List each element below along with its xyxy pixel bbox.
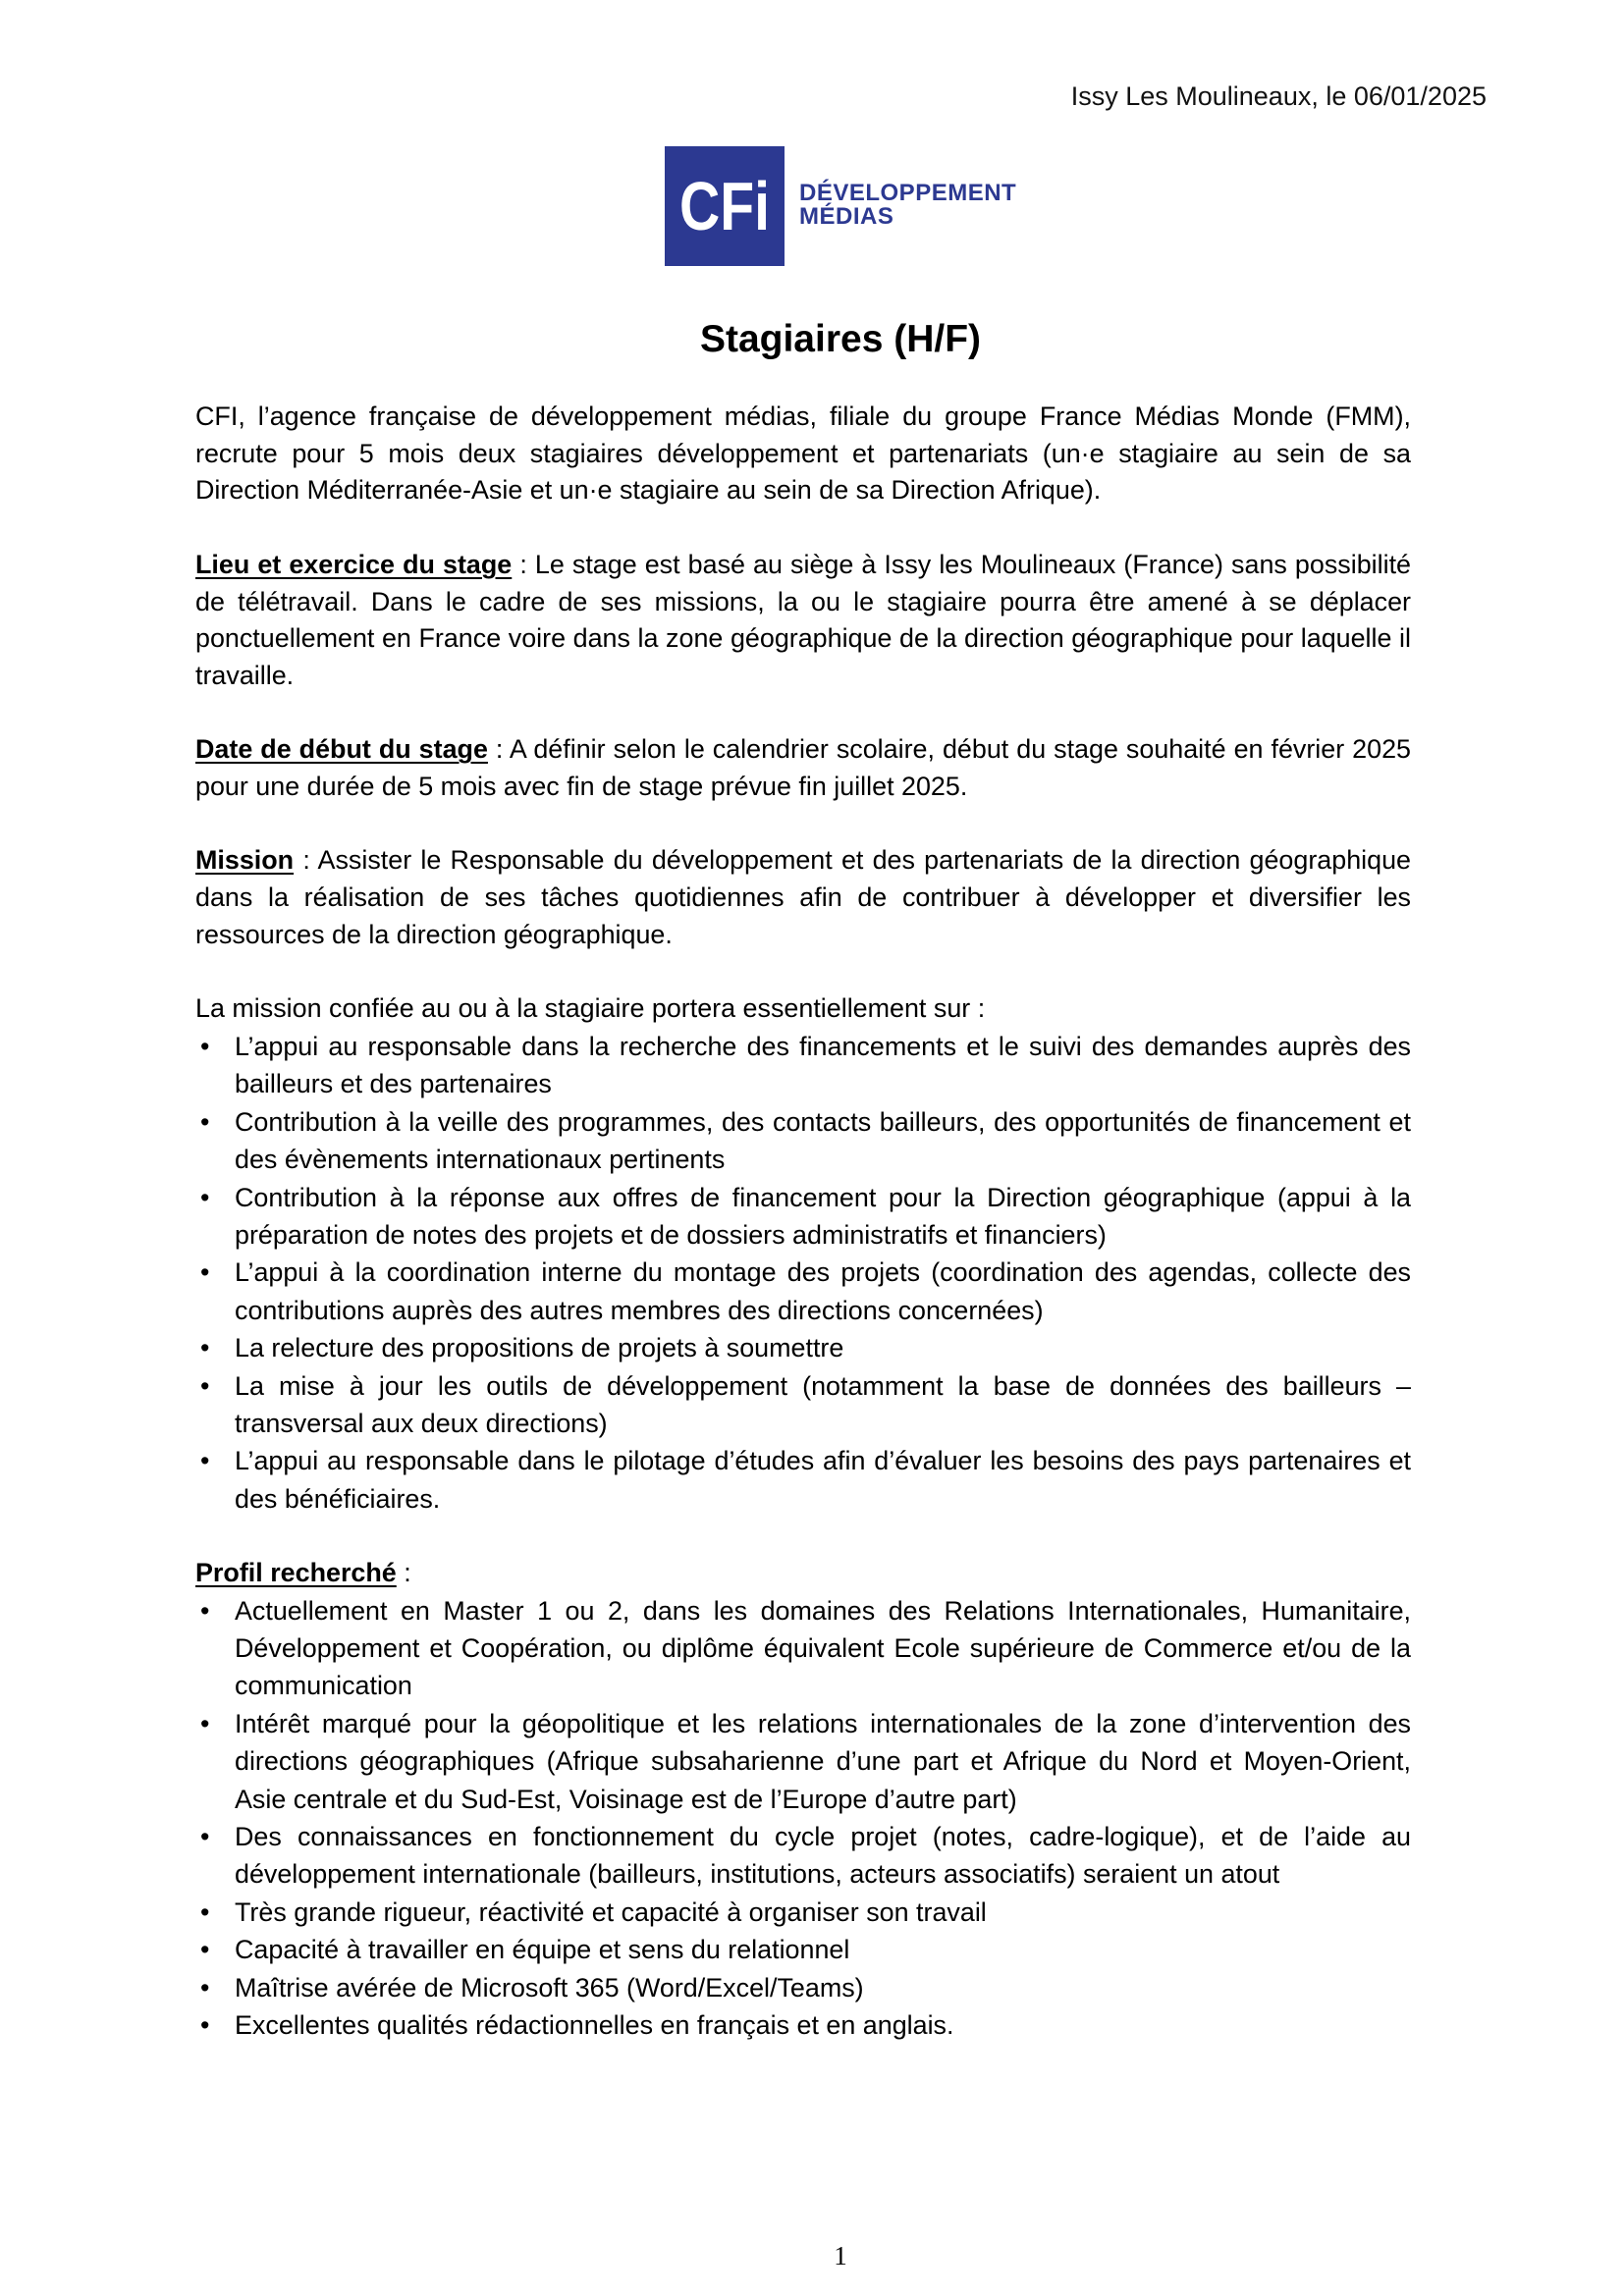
profile-label: Profil recherché: [195, 1557, 397, 1587]
cfi-logo: [665, 146, 1038, 266]
mission-text: : Assister le Responsable du développement et des partenariats de la direction géographique dans la réalisation de ses tâches quotidiennes afin de contribuer à développer et diversifier les ressources de la direction géographique.: [195, 845, 1411, 949]
logo-mark-square: [665, 146, 785, 266]
profile-colon: :: [404, 1557, 411, 1587]
list-item: • Très grande rigueur, réactivité et capacité à organiser son travail: [235, 1894, 1411, 1931]
profile-heading: [195, 1555, 1411, 1592]
list-item: • Contribution à la réponse aux offres de financement pour la Direction géographique (appui à la préparation de notes des projets et de dossiers administratifs et financiers): [235, 1179, 1411, 1255]
document-body: [195, 399, 1411, 2044]
page-title: Stagiaires (H/F): [699, 318, 982, 360]
logo-mark-icon: [665, 146, 785, 266]
mission-label: Mission: [195, 845, 295, 876]
list-item: • Maîtrise avérée de Microsoft 365 (Word/Excel/Teams): [235, 1969, 1411, 2006]
logo-tagline-line2: MÉDIAS: [799, 203, 894, 230]
start-date-text: : A définir selon le calendrier scolaire, début du stage souhaité en février 2025 pour une durée de 5 mois avec fin de stage prévue fin juillet 2025.: [195, 734, 1411, 801]
logo-tagline-line1: DÉVELOPPEMENT: [799, 180, 1017, 206]
profile-requirement-list: [195, 1592, 1411, 2045]
list-item: • Intérêt marqué pour la géopolitique et les relations internationales de la zone d’intervention des directions géographiques (Afrique subsaharienne d’une part et Afrique du Nord et Moyen-Orient, Asie centrale et du Sud-Est, Voisinage est de l’Europe d’autre part): [235, 1705, 1411, 1818]
list-item: • Excellentes qualités rédactionnelles en français et en anglais.: [235, 2006, 1411, 2044]
location-paragraph: [195, 547, 1411, 695]
logo-tagline: [799, 182, 1016, 229]
logo-mark-text: CFi: [679, 168, 770, 244]
place-date-line: Issy Les Moulineaux, le 06/01/2025: [1070, 81, 1487, 111]
list-item: • L’appui à la coordination interne du montage des projets (coordination des agendas, collecte des contributions auprès des autres membres des directions concernées): [235, 1254, 1411, 1329]
list-item: • L’appui au responsable dans la recherche des financements et le suivi des demandes auprès des bailleurs et des partenaires: [235, 1028, 1411, 1103]
list-item: • Des connaissances en fonctionnement du cycle projet (notes, cadre-logique), et de l’aide au développement internationale (bailleurs, institutions, acteurs associatifs) seraient un atout: [235, 1818, 1411, 1894]
intro-paragraph: CFI, l’agence française de développement médias, filiale du groupe France Médias Monde (FMM), recrute pour 5 mois deux stagiaires développement et partenariats (un·e stagiaire au sein de sa Direction Méditerranée-Asie et un·e stagiaire au sein de sa Direction Afrique).: [195, 401, 1411, 506]
mission-tasks-intro: La mission confiée au ou à la stagiaire portera essentiellement sur :: [195, 993, 986, 1024]
list-item: • Actuellement en Master 1 ou 2, dans les domaines des Relations Internationales, Humanitaire, Développement et Coopération, ou diplôme équivalent Ecole supérieure de Commerce et/ou de la communication: [235, 1592, 1411, 1705]
list-item: • Capacité à travailler en équipe et sens du relationnel: [235, 1931, 1411, 1968]
start-date-paragraph: [195, 731, 1411, 805]
mission-task-list: [195, 1028, 1411, 1518]
list-item: • Contribution à la veille des programmes, des contacts bailleurs, des opportunités de financement et des évènements internationaux pertinents: [235, 1103, 1411, 1179]
location-label: Lieu et exercice du stage: [195, 549, 513, 579]
page-number: 1: [834, 2241, 847, 2270]
mission-paragraph: [195, 842, 1411, 953]
location-text: : Le stage est basé au siège à Issy les Moulineaux (France) sans possibilité de télétravail. Dans le cadre de ses missions, la ou le stagiaire pourra être amené à se déplacer ponctuellement en France voire dans la zone géographique de la direction géographique pour laquelle il travaille.: [195, 549, 1411, 690]
list-item: • La mise à jour les outils de développement (notamment la base de données des bailleurs – transversal aux deux directions): [235, 1367, 1411, 1443]
list-item: • L’appui au responsable dans le pilotage d’études afin d’évaluer les besoins des pays partenaires et des bénéficiaires.: [235, 1442, 1411, 1518]
list-item: • La relecture des propositions de projets à soumettre: [235, 1329, 1411, 1366]
start-date-label: Date de début du stage: [195, 734, 488, 765]
